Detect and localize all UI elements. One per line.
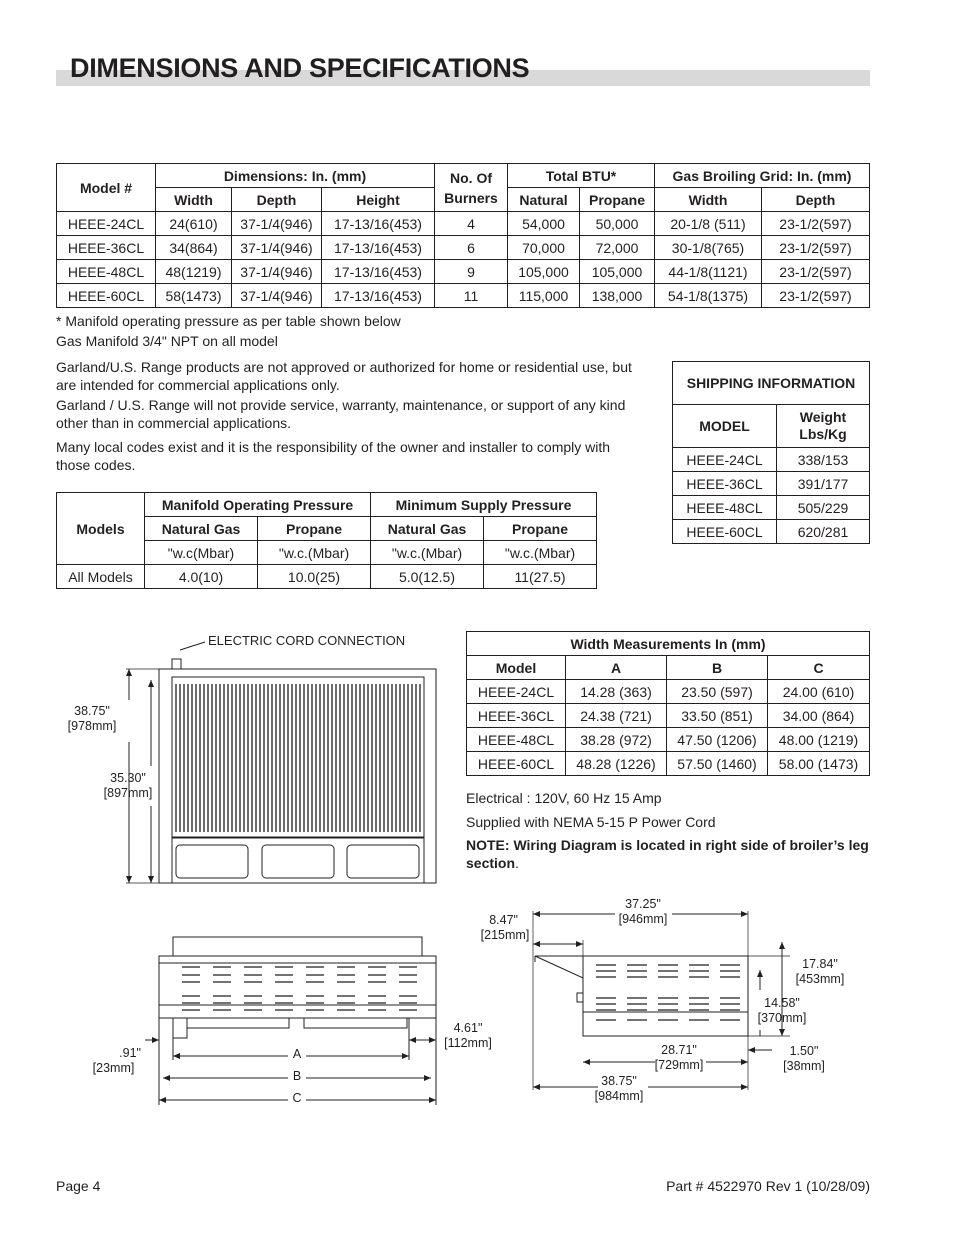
spec-cell: 50,000 bbox=[580, 212, 655, 236]
spec-cell: 23-1/2(597) bbox=[762, 260, 870, 284]
spec-cell: 11 bbox=[435, 284, 508, 308]
dim-text: [453mm] bbox=[795, 972, 845, 986]
th-dims: Dimensions: In. (mm) bbox=[156, 164, 435, 188]
spec-cell: HEEE-48CL bbox=[57, 260, 156, 284]
dim-depth bbox=[610, 897, 676, 927]
th-natural: Natural bbox=[508, 188, 580, 212]
dim-height-overall bbox=[62, 704, 122, 734]
th-btu: Total BTU* bbox=[508, 164, 655, 188]
width-cell: 14.28 (363) bbox=[566, 680, 667, 704]
shipping-cell: HEEE-36CL bbox=[673, 472, 777, 496]
shipping-title: SHIPPING INFORMATION bbox=[673, 362, 870, 405]
spec-cell: 23-1/2(597) bbox=[762, 284, 870, 308]
electrical-spec: Electrical : 120V, 60 Hz 15 Amp bbox=[466, 790, 662, 806]
spec-cell: 4 bbox=[435, 212, 508, 236]
spec-cell: 17-13/16(453) bbox=[322, 212, 435, 236]
note-codes: Many local codes exist and it is the responsibility of the owner and installer to comply with those codes. bbox=[56, 439, 611, 473]
th-height: Height bbox=[322, 188, 435, 212]
wiring-note-bold: NOTE: Wiring Diagram is located in right side of broiler’s leg section bbox=[466, 837, 869, 871]
shipping-cell: HEEE-24CL bbox=[673, 448, 777, 472]
spec-cell: HEEE-24CL bbox=[57, 212, 156, 236]
dim-text: [23mm] bbox=[92, 1061, 135, 1075]
th-width: Width bbox=[156, 188, 232, 212]
width-cell: 38.28 (972) bbox=[566, 728, 667, 752]
shipping-cell: 620/281 bbox=[777, 520, 870, 544]
dim-overall-depth bbox=[586, 1074, 652, 1104]
dim-text: 28.71" bbox=[661, 1043, 697, 1057]
th-manifold-pressure: Manifold Operating Pressure bbox=[145, 493, 371, 517]
dim-text: 17.84" bbox=[802, 957, 838, 971]
dim-text: 37.25" bbox=[625, 897, 661, 911]
width-cell: 47.50 (1206) bbox=[667, 728, 768, 752]
width-cell: 24.38 (721) bbox=[566, 704, 667, 728]
dim-a-label: A bbox=[292, 1047, 302, 1061]
spec-cell: 17-13/16(453) bbox=[322, 284, 435, 308]
th-grid-width: Width bbox=[655, 188, 762, 212]
page-title: DIMENSIONS AND SPECIFICATIONS bbox=[70, 53, 530, 83]
dim-text: [946mm] bbox=[618, 912, 668, 926]
spec-cell: 37-1/4(946) bbox=[232, 236, 322, 260]
dim-text: 38.75" bbox=[601, 1074, 637, 1088]
shipping-cell: HEEE-60CL bbox=[673, 520, 777, 544]
th-min-pressure: Minimum Supply Pressure bbox=[371, 493, 597, 517]
front-view-drawing bbox=[126, 642, 436, 883]
page-number: Page 4 bbox=[56, 1178, 101, 1194]
width-cell: 34.00 (864) bbox=[768, 704, 870, 728]
th-p-propane: Propane bbox=[258, 517, 371, 541]
spec-cell: 23-1/2(597) bbox=[762, 236, 870, 260]
width-cell: 48.28 (1226) bbox=[566, 752, 667, 776]
spec-cell: 115,000 bbox=[508, 284, 580, 308]
power-cord-spec: Supplied with NEMA 5-15 P Power Cord bbox=[466, 814, 716, 830]
spec-cell: 23-1/2(597) bbox=[762, 212, 870, 236]
dim-right-offset bbox=[438, 1021, 498, 1051]
spec-cell: 105,000 bbox=[580, 260, 655, 284]
spec-cell: 44-1/8(1121) bbox=[655, 260, 762, 284]
th-grid: Gas Broiling Grid: In. (mm) bbox=[655, 164, 870, 188]
width-cell: HEEE-48CL bbox=[467, 728, 566, 752]
width-cell: 57.50 (1460) bbox=[667, 752, 768, 776]
part-number: Part # 4522970 Rev 1 (10/28/09) bbox=[666, 1178, 870, 1194]
spec-cell: 70,000 bbox=[508, 236, 580, 260]
dim-text: [215mm] bbox=[480, 928, 530, 942]
pressure-cell: 11(27.5) bbox=[484, 565, 597, 589]
dim-overall-height bbox=[788, 957, 852, 987]
width-cell: 48.00 (1219) bbox=[768, 728, 870, 752]
spec-cell: 54,000 bbox=[508, 212, 580, 236]
cord-label: ELECTRIC CORD CONNECTION bbox=[208, 633, 406, 648]
dim-text: [38mm] bbox=[783, 1059, 825, 1073]
spec-cell: 34(864) bbox=[156, 236, 232, 260]
width-cell: 33.50 (851) bbox=[667, 704, 768, 728]
dim-text: 8.47" bbox=[489, 913, 518, 927]
spec-cell: 37-1/4(946) bbox=[232, 260, 322, 284]
width-cell: 24.00 (610) bbox=[768, 680, 870, 704]
width-cell: HEEE-36CL bbox=[467, 704, 566, 728]
dim-text: 4.61" bbox=[453, 1021, 483, 1035]
th-m-propane: Propane bbox=[484, 517, 597, 541]
dim-text: [370mm] bbox=[757, 1011, 807, 1025]
dim-text: [978mm] bbox=[67, 719, 117, 733]
width-title: Width Measurements In (mm) bbox=[467, 632, 870, 656]
unit-cell: "w.c.(Mbar) bbox=[484, 541, 597, 565]
th-w-b: B bbox=[667, 656, 768, 680]
dim-front-overhang bbox=[474, 913, 536, 943]
width-cell: 23.50 (597) bbox=[667, 680, 768, 704]
spec-cell: 17-13/16(453) bbox=[322, 236, 435, 260]
spec-cell: HEEE-36CL bbox=[57, 236, 156, 260]
shipping-cell: 391/177 bbox=[777, 472, 870, 496]
note-service: Garland / U.S. Range will not provide service, warranty, maintenance, or support of any kind other than in commercial applications. bbox=[56, 397, 626, 431]
pressure-cell: 10.0(25) bbox=[258, 565, 371, 589]
unit-cell: "w.c.(Mbar) bbox=[371, 541, 484, 565]
dim-text: 1.50" bbox=[789, 1044, 819, 1058]
spec-cell: 105,000 bbox=[508, 260, 580, 284]
width-cell: HEEE-60CL bbox=[467, 752, 566, 776]
dim-leg-span bbox=[646, 1043, 712, 1073]
dim-text: [897mm] bbox=[103, 786, 153, 800]
th-model: Model # bbox=[57, 164, 156, 212]
spec-cell: 24(610) bbox=[156, 212, 232, 236]
th-m-natural: Natural Gas bbox=[371, 517, 484, 541]
dim-text: [112mm] bbox=[444, 1036, 492, 1050]
spec-cell: 6 bbox=[435, 236, 508, 260]
dim-text: 14.58" bbox=[764, 996, 800, 1010]
th-propane: Propane bbox=[580, 188, 655, 212]
note-manifold: * Manifold operating pressure as per table shown below bbox=[56, 313, 401, 329]
th-ship-weight: Weight Lbs/Kg bbox=[777, 405, 870, 448]
spec-cell: 30-1/8(765) bbox=[655, 236, 762, 260]
dim-text: [729mm] bbox=[654, 1058, 704, 1072]
dim-c-label: C bbox=[292, 1091, 302, 1105]
spec-cell: 37-1/4(946) bbox=[232, 212, 322, 236]
spec-cell: 37-1/4(946) bbox=[232, 284, 322, 308]
spec-cell: HEEE-60CL bbox=[57, 284, 156, 308]
th-burners: No. Of Burners bbox=[435, 164, 508, 212]
pressure-cell: All Models bbox=[57, 565, 145, 589]
shipping-cell: 338/153 bbox=[777, 448, 870, 472]
th-grid-depth: Depth bbox=[762, 188, 870, 212]
note-residential: Garland/U.S. Range products are not approved or authorized for home or residential use, but are intended for commercial applications only. bbox=[56, 359, 632, 393]
shipping-cell: 505/229 bbox=[777, 496, 870, 520]
spec-cell: 20-1/8 (511) bbox=[655, 212, 762, 236]
th-models: Models bbox=[57, 493, 145, 565]
th-p-natural: Natural Gas bbox=[145, 517, 258, 541]
dim-text: 35.30" bbox=[110, 771, 146, 785]
th-w-c: C bbox=[768, 656, 870, 680]
spec-cell: 17-13/16(453) bbox=[322, 260, 435, 284]
spec-cell: 58(1473) bbox=[156, 284, 232, 308]
shipping-cell: HEEE-48CL bbox=[673, 496, 777, 520]
spec-cell: 48(1219) bbox=[156, 260, 232, 284]
dim-body-height bbox=[750, 996, 814, 1026]
width-cell: HEEE-24CL bbox=[467, 680, 566, 704]
spec-cell: 72,000 bbox=[580, 236, 655, 260]
spec-cell: 9 bbox=[435, 260, 508, 284]
dim-b-label: B bbox=[292, 1069, 302, 1083]
wiring-note-end: . bbox=[515, 855, 519, 871]
th-depth: Depth bbox=[232, 188, 322, 212]
unit-cell: "w.c.(Mbar) bbox=[258, 541, 371, 565]
th-ship-model: MODEL bbox=[673, 405, 777, 448]
dim-rear-offset bbox=[772, 1044, 836, 1074]
note-gas-manifold: Gas Manifold 3/4" NPT on all model bbox=[56, 333, 278, 349]
unit-cell: "w.c(Mbar) bbox=[145, 541, 258, 565]
th-w-model: Model bbox=[467, 656, 566, 680]
dim-text: .91" bbox=[119, 1046, 141, 1060]
pressure-cell: 5.0(12.5) bbox=[371, 565, 484, 589]
dim-leg-offset bbox=[86, 1046, 141, 1076]
dim-text: 38.75" bbox=[74, 704, 110, 718]
dim-height-body bbox=[98, 771, 158, 801]
pressure-cell: 4.0(10) bbox=[145, 565, 258, 589]
width-cell: 58.00 (1473) bbox=[768, 752, 870, 776]
spec-cell: 138,000 bbox=[580, 284, 655, 308]
th-w-a: A bbox=[566, 656, 667, 680]
dim-text: [984mm] bbox=[594, 1089, 644, 1103]
spec-cell: 54-1/8(1375) bbox=[655, 284, 762, 308]
